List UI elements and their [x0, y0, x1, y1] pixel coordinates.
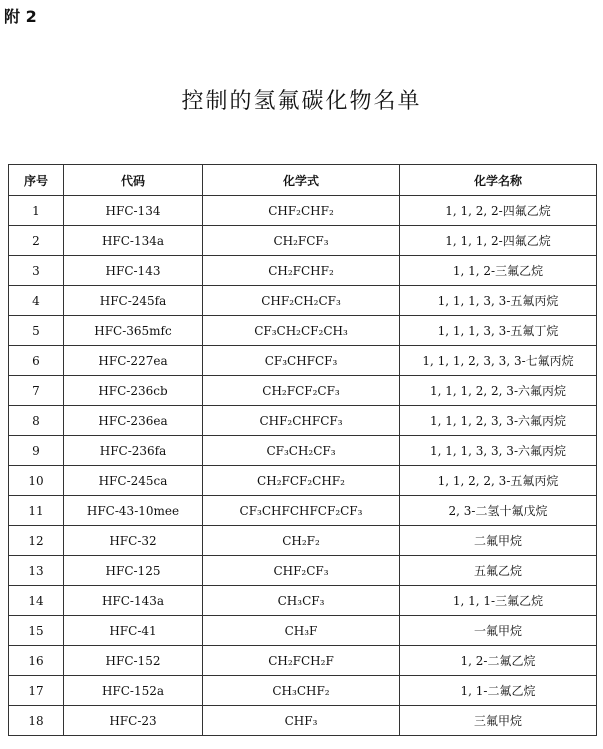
cell-formula: CH₂FCHF₂ [203, 256, 400, 286]
cell-code: HFC-43-10mee [64, 496, 203, 526]
cell-formula: CHF₂CH₂CF₃ [203, 286, 400, 316]
cell-chemical-name: 1, 1, 1, 3, 3-五氟丁烷 [400, 316, 597, 346]
table-row [9, 196, 597, 226]
cell-formula: CF₃CH₂CF₂CH₃ [203, 316, 400, 346]
cell-chemical-name: 三氟甲烷 [400, 706, 597, 736]
page-title: 控制的氢氟碳化物名单 [181, 89, 422, 114]
table-row [9, 286, 597, 316]
table-row [9, 376, 597, 406]
cell-formula: CH₃CHF₂ [203, 676, 400, 706]
table-row [9, 556, 597, 586]
cell-chemical-name: 1, 1, 1, 3, 3, 3-六氟丙烷 [400, 436, 597, 466]
cell-code: HFC-143a [64, 586, 203, 616]
cell-code: HFC-32 [64, 526, 203, 556]
cell-code: HFC-245ca [64, 466, 203, 496]
cell-formula: CHF₂CHF₂ [203, 196, 400, 226]
cell-chemical-name: 1, 2-二氟乙烷 [400, 646, 597, 676]
cell-formula: CF₃CHFCHFCF₂CF₃ [203, 496, 400, 526]
cell-chemical-name: 1, 1, 1-三氟乙烷 [400, 586, 597, 616]
cell-formula: CH₂FCF₂CHF₂ [203, 466, 400, 496]
cell-code: HFC-365mfc [64, 316, 203, 346]
cell-no: 15 [9, 616, 64, 646]
cell-formula: CHF₂CF₃ [203, 556, 400, 586]
cell-no: 8 [9, 406, 64, 436]
cell-formula: CH₂FCF₃ [203, 226, 400, 256]
table-row [9, 706, 597, 736]
table-row [9, 646, 597, 676]
cell-code: HFC-236cb [64, 376, 203, 406]
cell-no: 10 [9, 466, 64, 496]
table-row [9, 226, 597, 256]
table-row [9, 676, 597, 706]
header-code: 代码 [64, 165, 203, 196]
table-row [9, 346, 597, 376]
cell-chemical-name: 1, 1, 2-三氟乙烷 [400, 256, 597, 286]
cell-chemical-name: 1, 1, 1, 2, 3, 3-六氟丙烷 [400, 406, 597, 436]
cell-no: 14 [9, 586, 64, 616]
table-row [9, 616, 597, 646]
cell-no: 2 [9, 226, 64, 256]
table-row [9, 496, 597, 526]
cell-formula: CF₃CHFCF₃ [203, 346, 400, 376]
cell-no: 16 [9, 646, 64, 676]
cell-code: HFC-41 [64, 616, 203, 646]
cell-no: 11 [9, 496, 64, 526]
cell-chemical-name: 2, 3-二氢十氟戊烷 [400, 496, 597, 526]
cell-no: 7 [9, 376, 64, 406]
cell-chemical-name: 1, 1, 2, 2, 3-五氟丙烷 [400, 466, 597, 496]
cell-no: 6 [9, 346, 64, 376]
cell-no: 1 [9, 196, 64, 226]
cell-chemical-name: 二氟甲烷 [400, 526, 597, 556]
table-row [9, 586, 597, 616]
cell-chemical-name: 1, 1, 2, 2-四氟乙烷 [400, 196, 597, 226]
cell-code: HFC-236ea [64, 406, 203, 436]
table-row [9, 466, 597, 496]
table-row [9, 256, 597, 286]
cell-code: HFC-245fa [64, 286, 203, 316]
cell-code: HFC-236fa [64, 436, 203, 466]
hfc-list-table [8, 164, 597, 736]
cell-code: HFC-227ea [64, 346, 203, 376]
cell-code: HFC-152 [64, 646, 203, 676]
cell-chemical-name: 1, 1, 1, 2-四氟乙烷 [400, 226, 597, 256]
cell-code: HFC-143 [64, 256, 203, 286]
appendix-label: 附 2 [4, 7, 37, 26]
cell-chemical-name: 五氟乙烷 [400, 556, 597, 586]
cell-formula: CHF₃ [203, 706, 400, 736]
table-row [9, 316, 597, 346]
cell-no: 5 [9, 316, 64, 346]
cell-chemical-name: 1, 1, 1, 2, 2, 3-六氟丙烷 [400, 376, 597, 406]
cell-formula: CH₃F [203, 616, 400, 646]
cell-code: HFC-134 [64, 196, 203, 226]
cell-formula: CH₂FCF₂CF₃ [203, 376, 400, 406]
cell-no: 18 [9, 706, 64, 736]
cell-no: 3 [9, 256, 64, 286]
header-no: 序号 [9, 165, 64, 196]
header-formula: 化学式 [203, 165, 400, 196]
cell-no: 17 [9, 676, 64, 706]
table-header-row [9, 165, 597, 196]
cell-code: HFC-134a [64, 226, 203, 256]
table-row [9, 406, 597, 436]
cell-chemical-name: 1, 1, 1, 2, 3, 3, 3-七氟丙烷 [400, 346, 597, 376]
cell-chemical-name: 1, 1-二氟乙烷 [400, 676, 597, 706]
header-chemical-name: 化学名称 [400, 165, 597, 196]
cell-no: 4 [9, 286, 64, 316]
cell-formula: CH₂FCH₂F [203, 646, 400, 676]
cell-formula: CH₂F₂ [203, 526, 400, 556]
cell-no: 12 [9, 526, 64, 556]
table-row [9, 436, 597, 466]
cell-formula: CH₃CF₃ [203, 586, 400, 616]
cell-formula: CHF₂CHFCF₃ [203, 406, 400, 436]
cell-formula: CF₃CH₂CF₃ [203, 436, 400, 466]
table-row [9, 526, 597, 556]
cell-no: 9 [9, 436, 64, 466]
cell-code: HFC-152a [64, 676, 203, 706]
cell-code: HFC-23 [64, 706, 203, 736]
cell-chemical-name: 1, 1, 1, 3, 3-五氟丙烷 [400, 286, 597, 316]
cell-chemical-name: 一氟甲烷 [400, 616, 597, 646]
cell-no: 13 [9, 556, 64, 586]
cell-code: HFC-125 [64, 556, 203, 586]
